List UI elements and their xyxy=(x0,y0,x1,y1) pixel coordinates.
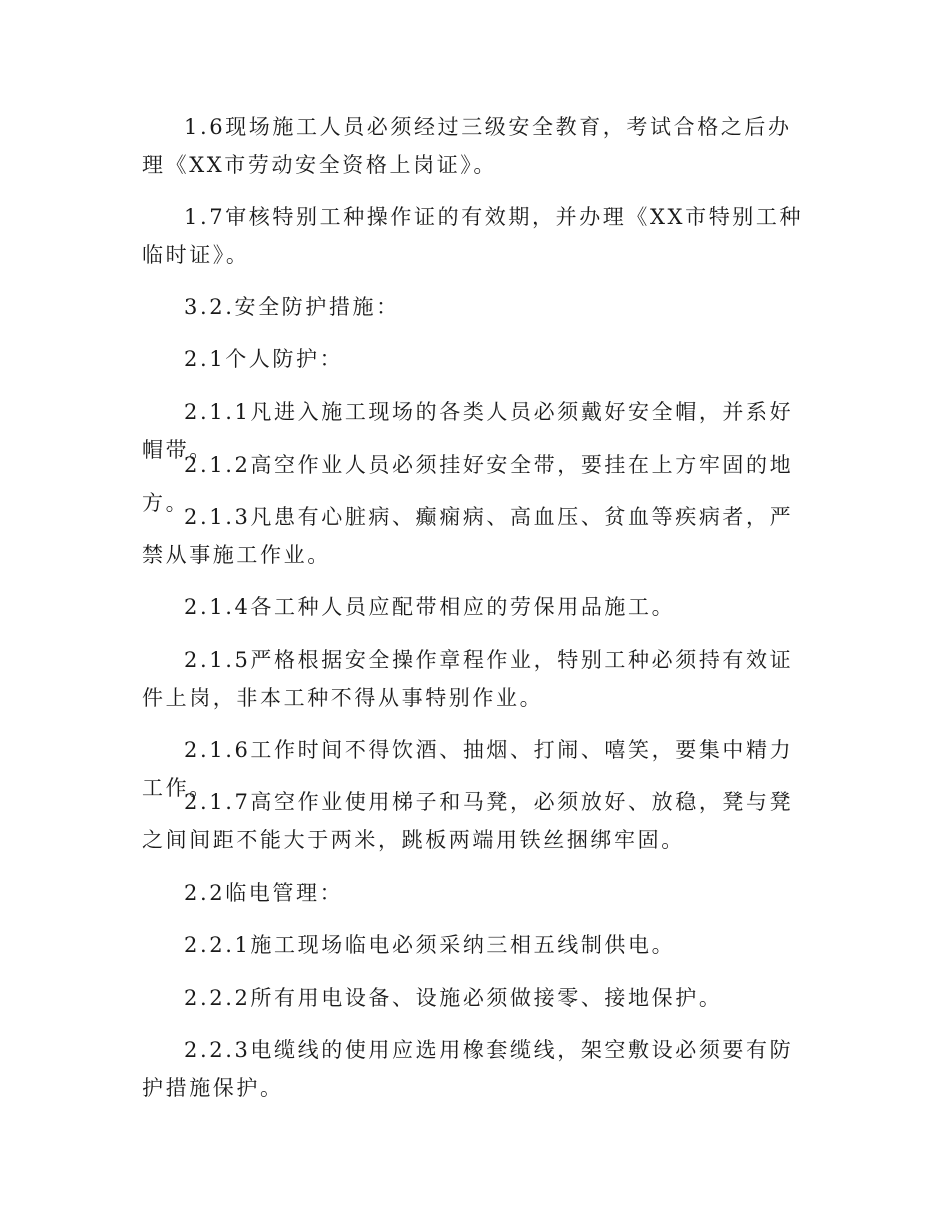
paragraph-2-2-2: 2.2.2所有用电设备、设施必须做接零、接地保护。 xyxy=(184,986,723,1010)
paragraph-2-1-7: 2.1.7高空作业使用梯子和马凳，必须放好、放稳，凳与凳之间间距不能大于两米，跳板两端用铁丝捆绑牢固。 xyxy=(142,790,794,852)
section-heading-3-2: 3.2.安全防护措施： xyxy=(184,295,400,319)
subsection-heading-2-2: 2.2临电管理： xyxy=(184,881,344,905)
paragraph-1-6: 1.6现场施工人员必须经过三级安全教育，考试合格之后办理《XX市劳动安全资格上岗证》。 xyxy=(142,115,792,177)
subsection-heading-2-1: 2.1个人防护： xyxy=(184,347,344,371)
paragraph-2-2-3: 2.2.3电缆线的使用应选用橡套缆线，架空敷设必须要有防护措施保护。 xyxy=(142,1038,794,1100)
paragraph-2-1-6: 2.1.6工作时间不得饮酒、抽烟、打闹、嘻笑，要集中精力工作。 xyxy=(142,738,794,800)
paragraph-2-1-3: 2.1.3凡患有心脏病、癫痫病、高血压、贫血等疾病者，严禁从事施工作业。 xyxy=(142,505,794,567)
paragraph-2-1-1: 2.1.1凡进入施工现场的各类人员必须戴好安全帽，并系好帽带。 xyxy=(142,400,794,462)
paragraph-2-1-2: 2.1.2高空作业人员必须挂好安全带，要挂在上方牢固的地方。 xyxy=(142,453,794,515)
paragraph-2-1-5: 2.1.5严格根据安全操作章程作业，特别工种必须持有效证件上岗，非本工种不得从事特别作业。 xyxy=(142,648,794,710)
paragraph-2-2-1: 2.2.1施工现场临电必须采纳三相五线制供电。 xyxy=(184,933,676,957)
paragraph-1-7: 1.7审核特别工种操作证的有效期，并办理《XX市特别工种临时证》。 xyxy=(142,205,804,267)
paragraph-2-1-4: 2.1.4各工种人员应配带相应的劳保用品施工。 xyxy=(184,595,676,619)
